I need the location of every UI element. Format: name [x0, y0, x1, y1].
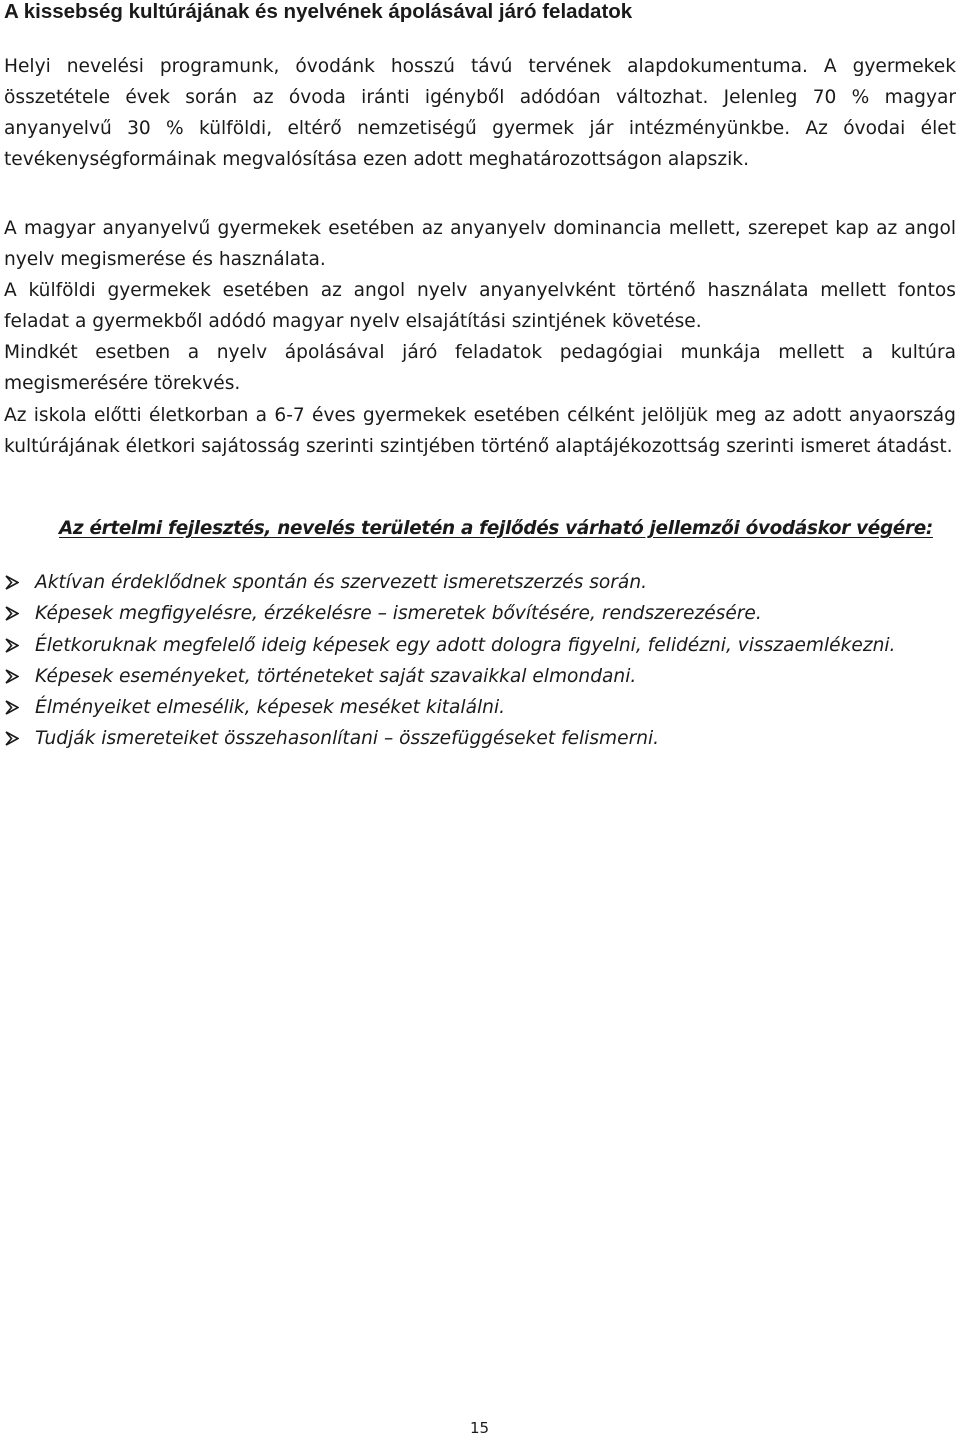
list-item-text: Aktívan érdeklődnek spontán és szervezett ismeretszerzés során. — [35, 572, 648, 593]
arrowhead-bullet-icon — [5, 700, 19, 715]
page-number: 15 — [470, 1419, 490, 1437]
list-item — [4, 661, 956, 692]
list-item-text: Élményeiket elmesélik, képesek meséket kitalálni. — [35, 697, 506, 719]
list-item — [4, 598, 956, 629]
arrowhead-bullet-icon — [5, 638, 19, 653]
list-item-text: Képesek eseményeket, történeteket saját szavaikkal elmondani. — [35, 665, 637, 687]
arrowhead-bullet-icon — [5, 606, 19, 621]
paragraph-both-cases: Mindkét esetben a nyelv ápolásával járó feladatok pedagógiai munkája mellett a kultúra megismerésére törekvés. — [4, 341, 956, 394]
paragraph-preschool-age: Az iskola előtti életkorban a 6-7 éves gyermekek esetében célként jelöljük meg az adott anyaország kultúrájának életkori sajátosság szerinti szintjében történő alaptájékozottság szerinti ismeret átadást. — [4, 404, 956, 457]
paragraph-foreign-children: A külföldi gyermekek esetében az angol nyelv anyanyelvként történő használata mellett fontos feladat a gyermekből adódó magyar nyelv elsajátítási szintjének követése. — [4, 279, 956, 332]
arrowhead-bullet-icon — [5, 669, 19, 684]
page-title: A kissebség kultúrájának és nyelvének ápolásával járó feladatok — [4, 0, 633, 23]
arrowhead-bullet-icon — [5, 575, 19, 590]
list-item — [4, 692, 956, 723]
list-item-text: Tudják ismereteiket összehasonlítani – összefüggéseket felismerni. — [35, 728, 660, 750]
list-item-text: Képesek megfigyelésre, érzékelésre – ismeretek bővítésére, rendszerezésére. — [35, 603, 762, 625]
list-item — [4, 630, 956, 661]
list-item — [4, 723, 956, 754]
paragraph-program-intro: Helyi nevelési programunk, óvodánk hosszú távú tervének alapdokumentuma. A gyermekek összetétele évek során az óvoda iránti igényből adódóan változhat. Jelenleg 70 % magyar anyanyelvű 30 % külföldi, eltérő nemzetiségű gyermek jár intézményünkbe. Az óvodai élet tevékenységformáinak megvalósítása ezen adott meghatározottságon alapszik. — [4, 55, 956, 171]
section-heading: Az értelmi fejlesztés, nevelés területén a fejlődés várható jellemzői óvodáskor végére: — [59, 518, 933, 539]
paragraph-hungarian-children: A magyar anyanyelvű gyermekek esetében az anyanyelv dominancia mellett, szerepet kap az angol nyelv megismerése és használata. — [4, 217, 956, 270]
list-item-text: Életkoruknak megfelelő ideig képesek egy adott dologra figyelni, felidézni, visszaemlékezni. — [35, 634, 896, 656]
development-list — [4, 567, 956, 755]
arrowhead-bullet-icon — [5, 731, 19, 746]
list-item — [4, 567, 956, 598]
